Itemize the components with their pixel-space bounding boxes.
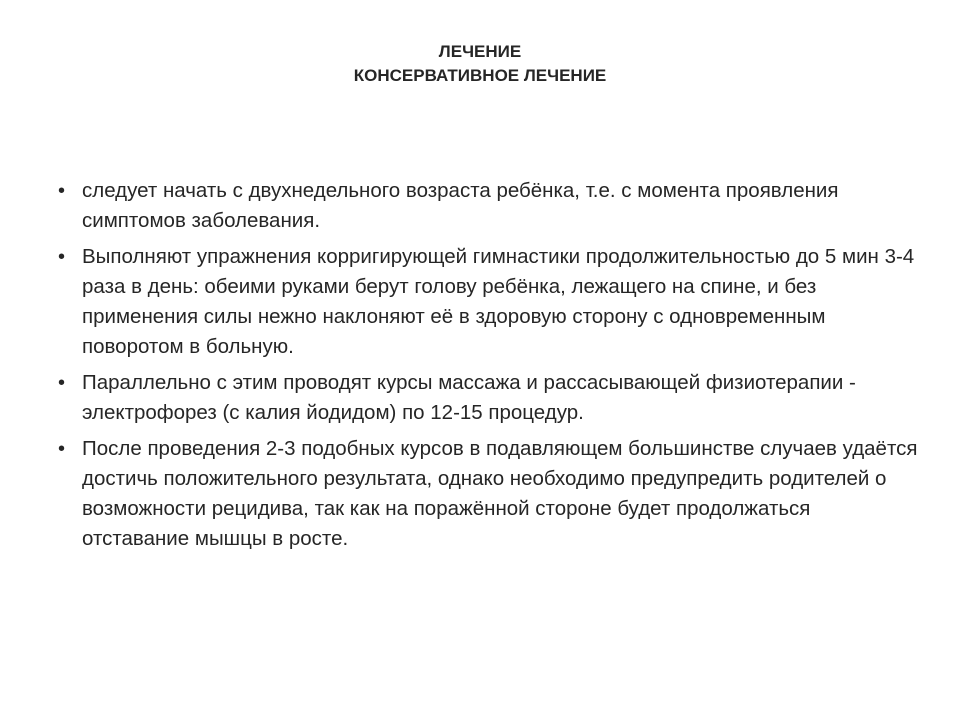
bullet-dot-icon: • xyxy=(58,246,66,268)
bullet-dot-icon: • xyxy=(58,438,66,460)
bullet-list xyxy=(58,176,918,554)
bullet-text: Параллельно с этим проводят курсы массажа и рассасывающей физиотерапии - электрофорез (с калия йодидом) по 12-15 процедур. xyxy=(82,371,856,424)
bullet-dot-icon: • xyxy=(58,180,66,202)
bullet-text: Выполняют упражнения корригирующей гимнастики продолжительностью до 5 мин 3-4 раза в день: обеими руками берут голову ребёнка, лежащего на спине, и без применения силы нежно наклоняют её в здоровую сторону с одновременным поворотом в больную. xyxy=(82,245,915,358)
slide-title xyxy=(0,40,960,88)
bullet-text: После проведения 2-3 подобных курсов в подавляющем большинстве случаев удаётся достичь положительного результата, однако необходимо предупредить родителей о возможности рецидива, так как на поражённой стороне будет продолжаться отставание мышцы в росте. xyxy=(82,437,918,550)
bullet-text: следует начать с двухнедельного возраста ребёнка, т.е. с момента проявления симптомов заболевания. xyxy=(82,179,839,232)
bullet-item xyxy=(58,242,918,362)
bullet-item xyxy=(58,176,918,236)
title-line-1: ЛЕЧЕНИЕ xyxy=(438,42,522,61)
title-line-2: КОНСЕРВАТИВНОЕ ЛЕЧЕНИЕ xyxy=(353,66,607,85)
slide-content xyxy=(58,176,918,560)
bullet-dot-icon: • xyxy=(58,372,66,394)
bullet-item xyxy=(58,368,918,428)
bullet-item xyxy=(58,434,918,554)
